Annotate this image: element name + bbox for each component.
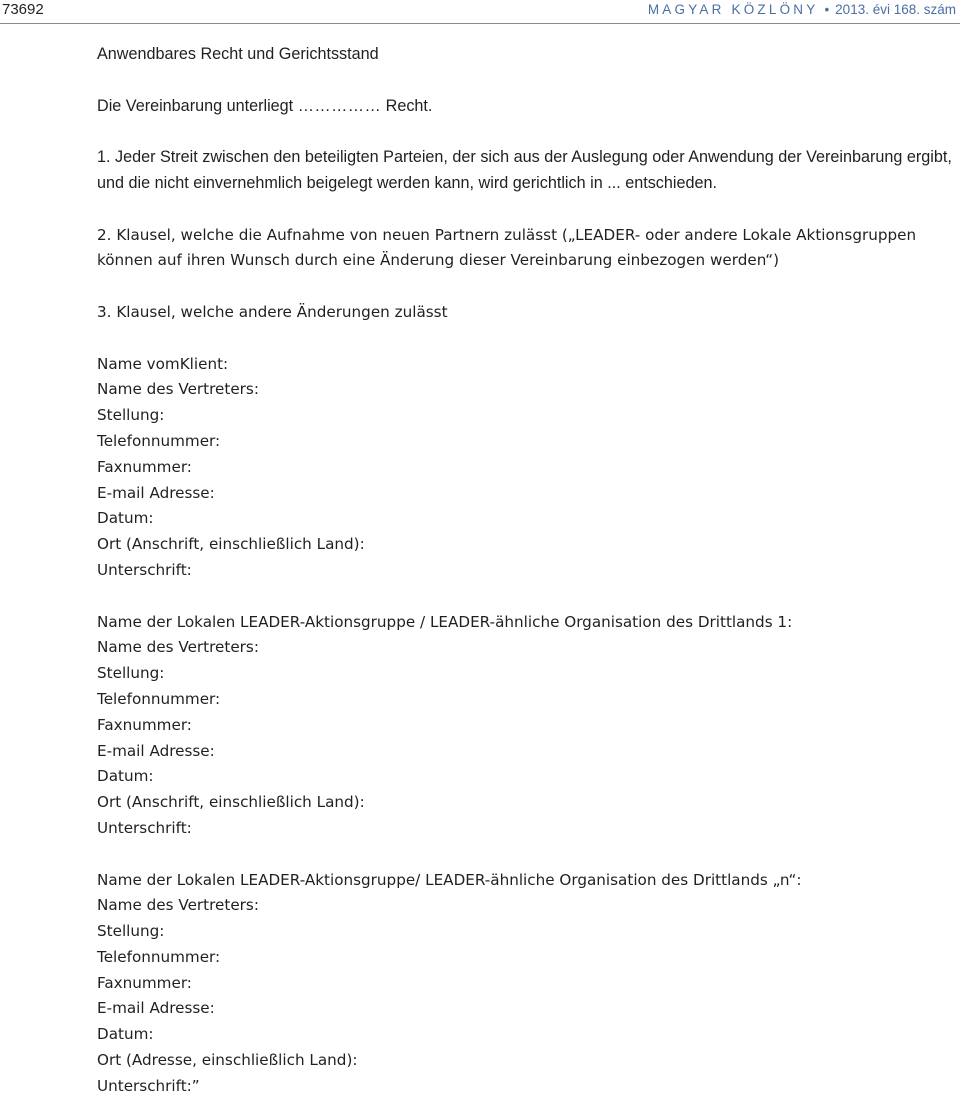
field-date: Datum: xyxy=(97,767,154,786)
intro-sentence xyxy=(97,94,959,120)
field-signature: Unterschrift: xyxy=(97,560,192,579)
intro-prefix: Die Vereinbarung unterliegt xyxy=(97,96,294,115)
field-email: E-mail Adresse: xyxy=(97,741,215,760)
block-title: Name der Lokalen LEADER-Aktionsgruppe/ LEADER-ähnliche Organisation des Drittlands „n“: xyxy=(97,870,802,889)
field-address: Ort (Anschrift, einschließlich Land): xyxy=(97,793,365,812)
running-title xyxy=(648,0,956,20)
page-header xyxy=(0,0,960,24)
field-date: Datum: xyxy=(97,509,154,528)
separator-dot: • xyxy=(824,2,830,17)
field-position: Stellung: xyxy=(97,922,165,941)
issue-number: 2013. évi 168. szám xyxy=(835,2,956,17)
section-heading: Anwendbares Recht und Gerichtsstand xyxy=(97,45,379,63)
signature-block-lag-n xyxy=(97,868,959,1100)
field-representative: Name des Vertreters: xyxy=(97,380,259,399)
intro-blank: …………… xyxy=(297,96,382,115)
signature-block-client xyxy=(97,352,959,584)
field-address: Ort (Anschrift, einschließlich Land): xyxy=(97,535,365,554)
field-signature: Unterschrift: xyxy=(97,818,192,837)
field-address: Ort (Adresse, einschließlich Land): xyxy=(97,1051,358,1070)
field-representative: Name des Vertreters: xyxy=(97,896,259,915)
field-phone: Telefonnummer: xyxy=(97,431,221,450)
signature-block-lag-1 xyxy=(97,610,959,842)
page-number: 73692 xyxy=(2,1,44,18)
field-fax: Faxnummer: xyxy=(97,715,192,734)
field-email: E-mail Adresse: xyxy=(97,483,215,502)
block-title: Name der Lokalen LEADER-Aktionsgruppe / LEADER-ähnliche Organisation des Drittlands 1: xyxy=(97,612,793,631)
block-title: Name vomKlient: xyxy=(97,354,229,373)
field-fax: Faxnummer: xyxy=(97,973,192,992)
field-signature: Unterschrift:” xyxy=(97,1076,200,1095)
clause-2: 2. Klausel, welche die Aufnahme von neuen Partnern zulässt („LEADER- oder andere Lokale Aktionsgruppen können auf ihren Wunsch durch eine Änderung dieser Vereinbarung einbezogen werden“) xyxy=(97,225,917,270)
field-phone: Telefonnummer: xyxy=(97,947,221,966)
field-email: E-mail Adresse: xyxy=(97,999,215,1018)
field-fax: Faxnummer: xyxy=(97,457,192,476)
field-representative: Name des Vertreters: xyxy=(97,638,259,657)
field-phone: Telefonnummer: xyxy=(97,689,221,708)
clause-1: 1. Jeder Streit zwischen den beteiligten Parteien, der sich aus der Auslegung oder Anwendung der Vereinbarung ergibt, und die nicht einvernehmlich beigelegt werden kann, wird gerichtlich in ... entschieden. xyxy=(97,148,952,192)
field-position: Stellung: xyxy=(97,664,165,683)
journal-name: MAGYAR KÖZLÖNY xyxy=(647,2,819,17)
document-body xyxy=(97,42,959,1100)
intro-suffix: Recht. xyxy=(385,96,433,115)
header-rule xyxy=(0,23,960,24)
field-position: Stellung: xyxy=(97,406,165,425)
clause-3: 3. Klausel, welche andere Änderungen zulässt xyxy=(97,302,448,321)
field-date: Datum: xyxy=(97,1025,154,1044)
